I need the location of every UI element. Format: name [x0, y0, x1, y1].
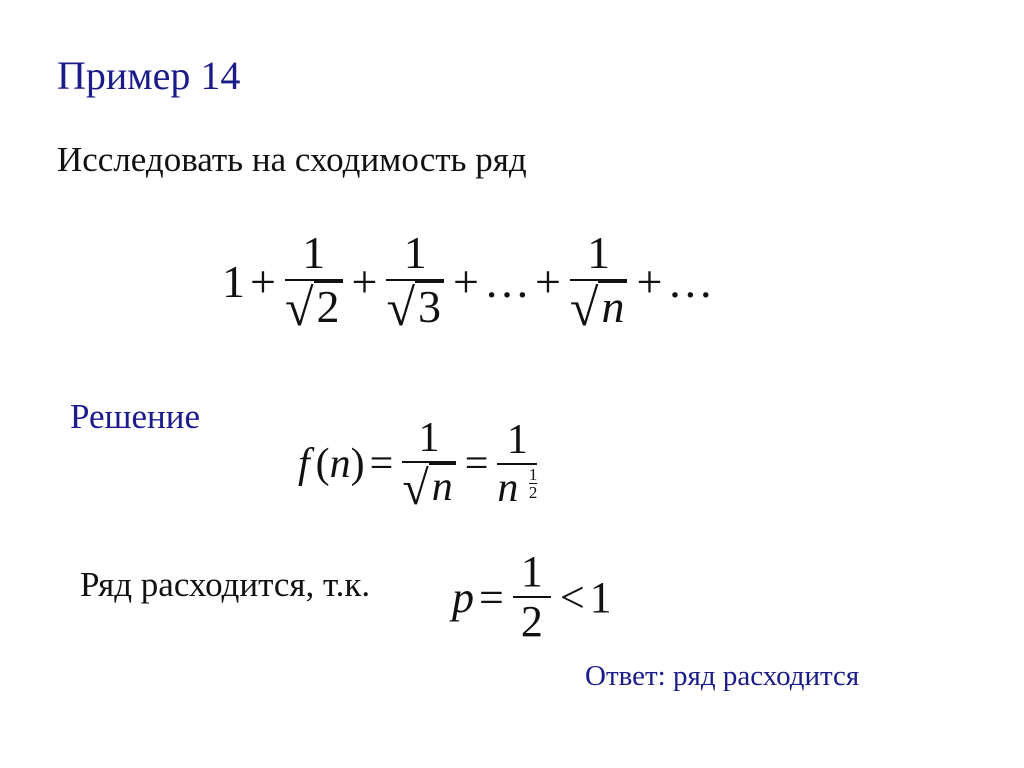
- exponent-numerator: 1: [528, 465, 538, 485]
- p-symbol: p: [452, 572, 474, 622]
- ellipsis: …: [667, 255, 714, 307]
- series-formula: [222, 228, 713, 335]
- radical-icon: √: [402, 462, 429, 516]
- radicand: 3: [415, 281, 444, 331]
- sqrt-3: [386, 281, 444, 335]
- numerator: 1: [403, 227, 427, 278]
- numerator: 1: [520, 547, 543, 596]
- radicand: 2: [314, 281, 343, 331]
- base-n: n: [497, 465, 519, 512]
- equals-sign: =: [479, 572, 504, 622]
- fn-formula: [298, 415, 541, 516]
- less-than-sign: <: [559, 572, 585, 622]
- numerator: 1: [587, 227, 611, 278]
- ellipsis: …: [483, 255, 530, 307]
- page-title: Пример 14: [57, 53, 241, 98]
- radicand: n: [429, 463, 456, 509]
- equals-sign: =: [369, 441, 394, 488]
- plus-sign: +: [636, 255, 663, 307]
- sqrt-2: [285, 281, 343, 335]
- fraction-1-sqrt-n: [402, 415, 455, 516]
- radical-icon: √: [284, 279, 314, 337]
- n-power-half: [497, 465, 537, 511]
- exponent-half: [528, 464, 538, 503]
- plus-sign: +: [534, 255, 561, 307]
- radical-icon: √: [569, 279, 599, 337]
- fraction-1-n-half: [497, 417, 537, 511]
- numerator: 1: [302, 227, 326, 278]
- plus-sign: +: [351, 255, 378, 307]
- numerator: 1: [506, 416, 528, 463]
- answer-text: Ответ: ряд расходится: [585, 660, 860, 692]
- radicand: n: [598, 281, 627, 331]
- radical-icon: √: [386, 279, 415, 337]
- fraction-1-sqrt-3: [386, 228, 444, 335]
- reason-text: Ряд расходится, т.к.: [80, 565, 371, 604]
- fraction-1-sqrt-2: [285, 228, 343, 335]
- task-statement: Исследовать на сходимость ряд: [57, 140, 527, 179]
- n-symbol: n: [329, 441, 351, 488]
- sqrt-n: [402, 462, 455, 516]
- term-one: 1: [222, 255, 245, 307]
- p-formula: [452, 548, 612, 647]
- equals-sign: =: [464, 441, 489, 488]
- plus-sign: +: [453, 255, 479, 307]
- f-symbol: f: [298, 441, 310, 488]
- paren-close: ): [350, 441, 365, 488]
- exponent-denominator: 2: [528, 483, 538, 503]
- plus-sign: +: [250, 255, 276, 307]
- exponent-fraction: [529, 466, 538, 501]
- sqrt-n: [570, 281, 628, 335]
- fraction-one-half: [513, 548, 551, 647]
- fraction-1-sqrt-n: [570, 228, 628, 335]
- solution-label: Решение: [70, 397, 201, 436]
- numerator: 1: [418, 415, 440, 461]
- one-value: 1: [589, 572, 612, 622]
- paren-open: (: [315, 441, 330, 488]
- denominator: 2: [520, 597, 543, 647]
